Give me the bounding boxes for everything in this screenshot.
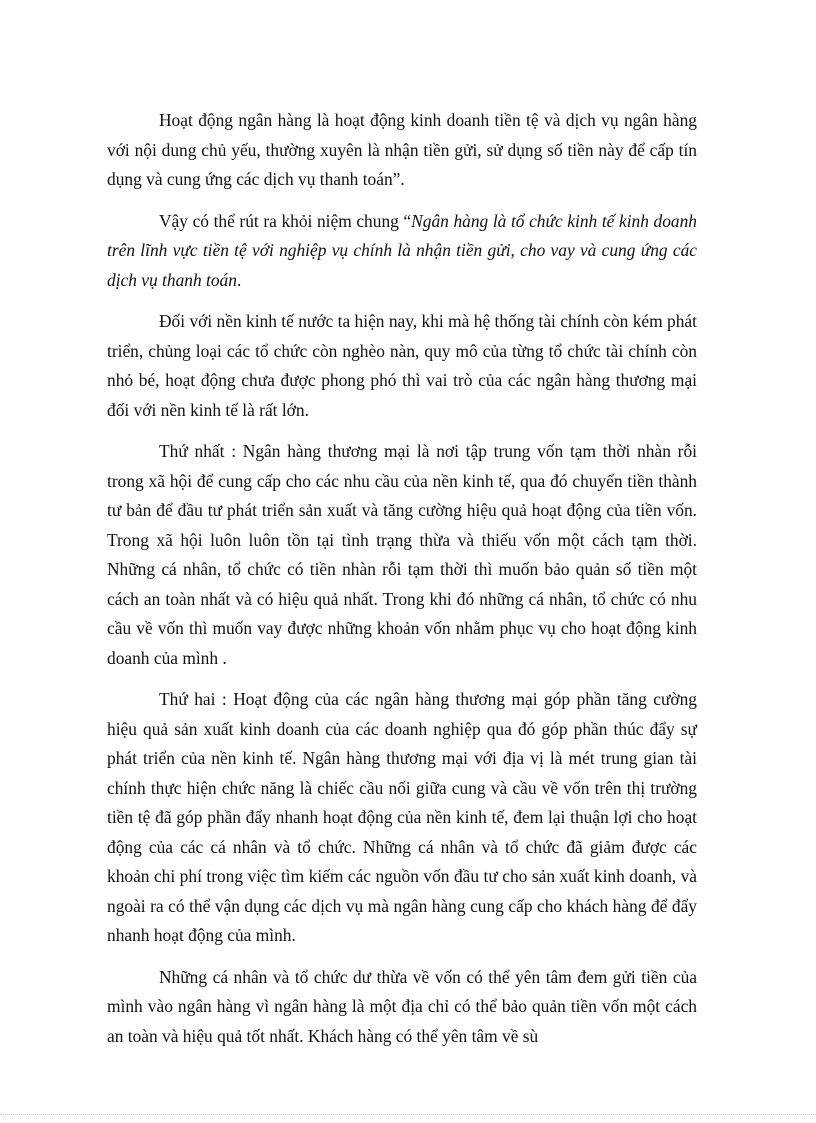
paragraph-text: Đối với nền kinh tế nước ta hiện nay, khi mà hệ thống tài chính còn kém phát triển, chủng loại các tổ chức còn nghèo nàn, quy mô của từng tổ chức tài chính còn nhỏ bé, hoạt động chưa được phong phó thì vai trò của các ngân hàng thương mại đối với nền kinh tế là rất lớn.	[107, 311, 697, 420]
paragraph-text: Hoạt động ngân hàng là hoạt động kinh doanh tiền tệ và dịch vụ ngân hàng với nội dung chủ yếu, thường xuyên là nhận tiền gửi, sử dụng số tiền này để cấp tín dụng và cung ứng các dịch vụ thanh toán”.	[107, 110, 697, 189]
paragraph-role-overview	[107, 307, 697, 425]
paragraph-text: Thứ nhất : Ngân hàng thương mại là nơi tập trung vốn tạm thời nhàn rỗi trong xã hội để cung cấp cho các nhu cầu của nền kinh tế, qua đó chuyển tiền thành tư bản để đầu tư phát triển sản xuất và tăng cường hiệu quả hoạt động của tiền vốn. Trong xã hội luôn luôn tồn tại tình trạng thừa và thiếu vốn một cách tạm thời. Những cá nhân, tổ chức có tiền nhàn rỗi tạm thời thì muốn bảo quản số tiền một cách an toàn nhất và có hiệu quả nhất. Trong khi đó những cá nhân, tổ chức có nhu cầu về vốn thì muốn vay được những khoản vốn nhằm phục vụ cho hoạt động kinh doanh của mình .	[107, 441, 697, 668]
paragraph-text-end: .	[236, 269, 242, 290]
paragraph-banking-activity	[107, 106, 697, 195]
paragraph-text: Thứ hai : Hoạt động của các ngân hàng thương mại góp phần tăng cường hiệu quả sản xuất kinh doanh của các doanh nghiệp qua đó góp phần thúc đẩy sự phát triển của nền kinh tế. Ngân hàng thương mại với địa vị là mét trung gian tài chính thực hiện chức năng là chiếc cầu nối giữa cung và cầu về vốn trên thị trường tiền tệ đã góp phần đẩy nhanh hoạt động của nền kinh tế, đem lại thuận lợi cho hoạt động của các cá nhân và tổ chức. Những cá nhân và tổ chức đã giảm được các khoản chi phí trong việc tìm kiếm các nguồn vốn đầu tư cho sản xuất kinh doanh, và ngoài ra có thể vận dụng các dịch vụ mà ngân hàng cung cấp cho khách hàng để đẩy nhanh hoạt động của mình.	[107, 689, 697, 945]
paragraph-second-role	[107, 685, 697, 951]
paragraph-bank-definition	[107, 207, 697, 296]
document-page	[107, 106, 697, 1063]
paragraph-first-role	[107, 437, 697, 673]
definition-italic-text: Ngân hàng là tổ chức kinh tế kinh doanh trên lĩnh vực tiền tệ với nghiệp vụ chính là nhận tiền gửi, cho vay và cung ứng các dịch vụ thanh toán	[107, 210, 697, 290]
paragraph-text: Vậy có thể rút ra khỏi niệm chung “	[159, 210, 412, 231]
page-bottom-divider	[0, 1114, 816, 1115]
paragraph-savers	[107, 963, 697, 1052]
paragraph-text: Những cá nhân và tổ chức dư thừa về vốn có thể yên tâm đem gửi tiền của mình vào ngân hàng vì ngân hàng là một địa chỉ có thể bảo quản tiền vốn một cách an toàn và hiệu quả tốt nhất. Khách hàng có thể yên tâm về sù	[107, 966, 697, 1046]
